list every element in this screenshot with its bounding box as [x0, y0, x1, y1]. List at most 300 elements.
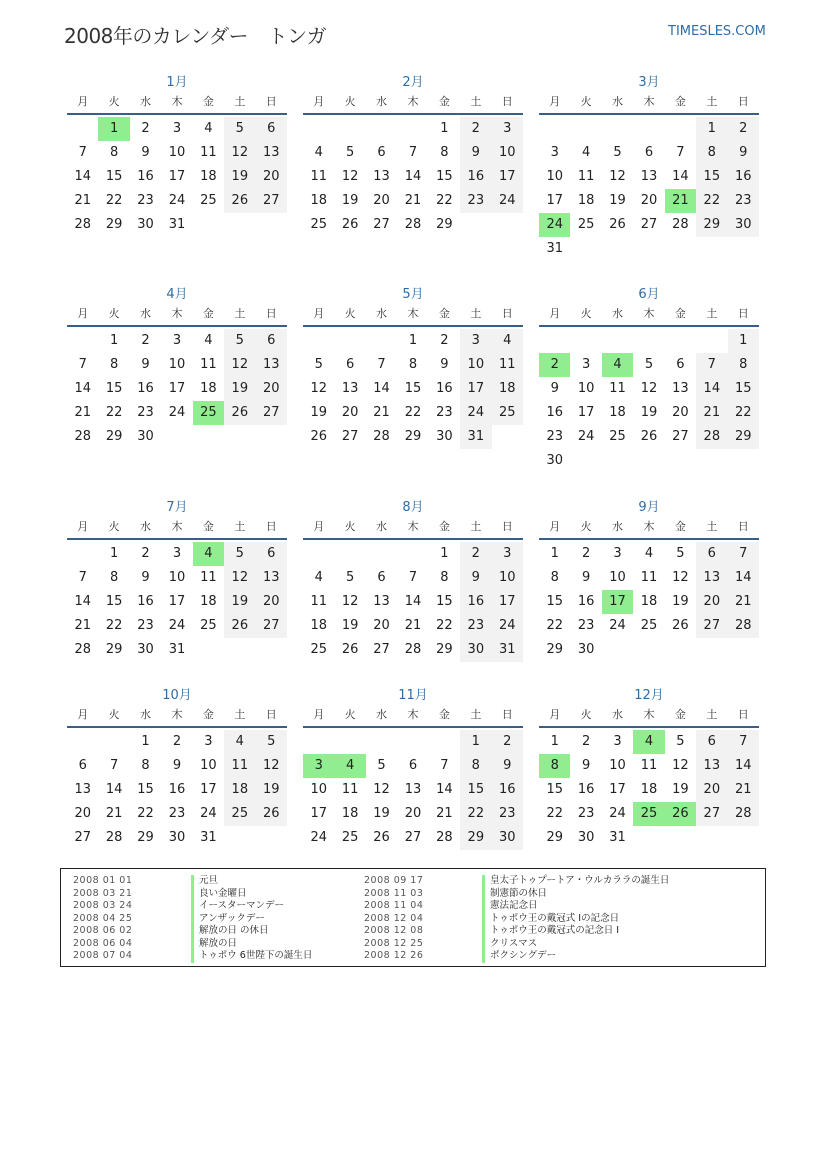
day-cell[interactable]: 10	[460, 353, 491, 377]
day-cell[interactable]: 2	[492, 730, 523, 754]
day-cell[interactable]: 25	[200, 193, 217, 208]
day-cell[interactable]: 8	[408, 357, 418, 372]
day-cell[interactable]: 13	[696, 754, 727, 778]
day-cell[interactable]: 3	[581, 357, 591, 372]
day-cell[interactable]: 30	[436, 429, 453, 444]
day-cell[interactable]: 22	[105, 405, 123, 420]
day-cell[interactable]: 20	[373, 618, 390, 633]
day-cell[interactable]: 29	[696, 213, 727, 237]
day-cell[interactable]: 23	[460, 614, 491, 638]
site-logo[interactable]: TIMESLES.COM	[668, 24, 766, 39]
day-cell[interactable]: 3	[492, 117, 523, 141]
day-cell[interactable]: 7	[728, 542, 759, 566]
day-cell[interactable]: 11	[224, 754, 255, 778]
day-cell[interactable]: 17	[310, 806, 327, 821]
day-cell[interactable]: 20	[341, 405, 359, 420]
holiday-day-cell[interactable]: 21	[665, 189, 696, 213]
day-cell[interactable]: 25	[310, 217, 327, 232]
day-cell[interactable]: 8	[109, 570, 119, 585]
day-cell[interactable]: 15	[436, 169, 453, 184]
day-cell[interactable]: 30	[728, 213, 759, 237]
day-cell[interactable]: 6	[256, 329, 287, 353]
day-cell[interactable]: 25	[224, 802, 255, 826]
day-cell[interactable]: 6	[377, 145, 386, 160]
day-cell[interactable]: 1	[550, 734, 559, 749]
day-cell[interactable]: 17	[168, 169, 186, 184]
day-cell[interactable]: 12	[373, 782, 390, 797]
day-cell[interactable]: 16	[728, 165, 759, 189]
day-cell[interactable]: 22	[436, 193, 453, 208]
day-cell[interactable]: 13	[74, 782, 91, 797]
day-cell[interactable]: 21	[105, 806, 123, 821]
day-cell[interactable]: 24	[168, 405, 186, 420]
day-cell[interactable]: 14	[728, 754, 759, 778]
day-cell[interactable]: 8	[550, 570, 559, 585]
holiday-day-cell[interactable]: 26	[665, 802, 696, 826]
day-cell[interactable]: 18	[341, 806, 359, 821]
day-cell[interactable]: 10	[546, 169, 563, 184]
day-cell[interactable]: 15	[137, 782, 154, 797]
day-cell[interactable]: 10	[310, 782, 327, 797]
day-cell[interactable]: 15	[105, 381, 123, 396]
day-cell[interactable]: 22	[546, 618, 563, 633]
day-cell[interactable]: 8	[460, 754, 491, 778]
day-cell[interactable]: 29	[105, 429, 123, 444]
day-cell[interactable]: 20	[696, 590, 727, 614]
day-cell[interactable]: 10	[200, 758, 217, 773]
day-cell[interactable]: 29	[460, 826, 491, 850]
day-cell[interactable]: 6	[256, 542, 287, 566]
day-cell[interactable]: 20	[256, 377, 287, 401]
day-cell[interactable]: 25	[310, 642, 327, 657]
day-cell[interactable]: 31	[168, 642, 186, 657]
day-cell[interactable]: 22	[105, 618, 123, 633]
day-cell[interactable]: 2	[460, 117, 491, 141]
day-cell[interactable]: 12	[672, 758, 689, 773]
day-cell[interactable]: 10	[577, 381, 595, 396]
day-cell[interactable]: 5	[224, 117, 255, 141]
day-cell[interactable]: 20	[373, 193, 390, 208]
day-cell[interactable]: 1	[460, 730, 491, 754]
day-cell[interactable]: 19	[609, 193, 626, 208]
day-cell[interactable]: 24	[492, 189, 523, 213]
day-cell[interactable]: 5	[224, 542, 255, 566]
day-cell[interactable]: 28	[74, 217, 91, 232]
day-cell[interactable]: 17	[168, 381, 186, 396]
day-cell[interactable]: 18	[492, 377, 523, 401]
day-cell[interactable]: 3	[460, 329, 491, 353]
day-cell[interactable]: 28	[373, 429, 390, 444]
day-cell[interactable]: 18	[640, 594, 658, 609]
day-cell[interactable]: 20	[696, 778, 727, 802]
day-cell[interactable]: 2	[728, 117, 759, 141]
day-cell[interactable]: 24	[168, 193, 186, 208]
day-cell[interactable]: 16	[492, 778, 523, 802]
day-cell[interactable]: 23	[137, 405, 154, 420]
day-cell[interactable]: 19	[310, 405, 327, 420]
day-cell[interactable]: 10	[609, 758, 626, 773]
day-cell[interactable]: 27	[256, 189, 287, 213]
day-cell[interactable]: 9	[460, 141, 491, 165]
day-cell[interactable]: 17	[577, 405, 595, 420]
day-cell[interactable]: 15	[728, 377, 759, 401]
day-cell[interactable]: 10	[168, 357, 186, 372]
day-cell[interactable]: 23	[728, 189, 759, 213]
day-cell[interactable]: 27	[256, 614, 287, 638]
day-cell[interactable]: 9	[728, 141, 759, 165]
day-cell[interactable]: 17	[460, 377, 491, 401]
day-cell[interactable]: 24	[168, 618, 186, 633]
day-cell[interactable]: 7	[728, 730, 759, 754]
day-cell[interactable]: 5	[676, 546, 685, 561]
day-cell[interactable]: 27	[696, 614, 727, 638]
day-cell[interactable]: 28	[436, 830, 453, 845]
day-cell[interactable]: 19	[672, 782, 689, 797]
day-cell[interactable]: 14	[74, 169, 91, 184]
day-cell[interactable]: 5	[613, 145, 622, 160]
day-cell[interactable]: 19	[224, 377, 255, 401]
day-cell[interactable]: 18	[310, 618, 327, 633]
day-cell[interactable]: 7	[440, 758, 449, 773]
day-cell[interactable]: 1	[408, 333, 418, 348]
day-cell[interactable]: 4	[314, 145, 323, 160]
day-cell[interactable]: 31	[168, 217, 186, 232]
day-cell[interactable]: 21	[696, 401, 727, 425]
day-cell[interactable]: 23	[492, 802, 523, 826]
day-cell[interactable]: 24	[460, 401, 491, 425]
holiday-day-cell[interactable]: 17	[602, 590, 633, 614]
day-cell[interactable]: 23	[436, 405, 453, 420]
day-cell[interactable]: 10	[492, 141, 523, 165]
day-cell[interactable]: 26	[224, 614, 255, 638]
day-cell[interactable]: 11	[492, 353, 523, 377]
day-cell[interactable]: 11	[200, 145, 217, 160]
day-cell[interactable]: 27	[256, 401, 287, 425]
day-cell[interactable]: 26	[373, 830, 390, 845]
day-cell[interactable]: 1	[141, 734, 150, 749]
day-cell[interactable]: 30	[137, 217, 154, 232]
day-cell[interactable]: 17	[609, 782, 626, 797]
day-cell[interactable]: 20	[672, 405, 689, 420]
day-cell[interactable]: 20	[256, 590, 287, 614]
day-cell[interactable]: 6	[676, 357, 685, 372]
day-cell[interactable]: 22	[546, 806, 563, 821]
day-cell[interactable]: 11	[577, 169, 595, 184]
day-cell[interactable]: 17	[200, 782, 217, 797]
day-cell[interactable]: 7	[78, 145, 87, 160]
day-cell[interactable]: 13	[256, 566, 287, 590]
day-cell[interactable]: 22	[696, 189, 727, 213]
day-cell[interactable]: 14	[105, 782, 123, 797]
day-cell[interactable]: 10	[168, 145, 186, 160]
day-cell[interactable]: 3	[172, 121, 182, 136]
day-cell[interactable]: 23	[577, 618, 595, 633]
day-cell[interactable]: 30	[137, 429, 154, 444]
day-cell[interactable]: 25	[577, 217, 595, 232]
day-cell[interactable]: 4	[644, 546, 654, 561]
day-cell[interactable]: 7	[78, 570, 87, 585]
day-cell[interactable]: 5	[644, 357, 654, 372]
day-cell[interactable]: 6	[78, 758, 87, 773]
day-cell[interactable]: 7	[408, 145, 418, 160]
day-cell[interactable]: 20	[256, 165, 287, 189]
day-cell[interactable]: 19	[640, 405, 658, 420]
day-cell[interactable]: 14	[74, 381, 91, 396]
day-cell[interactable]: 22	[105, 193, 123, 208]
day-cell[interactable]: 15	[546, 782, 563, 797]
day-cell[interactable]: 8	[440, 145, 449, 160]
holiday-day-cell[interactable]: 2	[539, 353, 570, 377]
day-cell[interactable]: 3	[204, 734, 213, 749]
day-cell[interactable]: 15	[436, 594, 453, 609]
day-cell[interactable]: 11	[640, 570, 658, 585]
day-cell[interactable]: 15	[404, 381, 422, 396]
day-cell[interactable]: 23	[168, 806, 186, 821]
day-cell[interactable]: 22	[436, 618, 453, 633]
day-cell[interactable]: 3	[172, 333, 182, 348]
day-cell[interactable]: 10	[168, 570, 186, 585]
day-cell[interactable]: 24	[577, 429, 595, 444]
holiday-day-cell[interactable]: 25	[633, 802, 664, 826]
day-cell[interactable]: 14	[696, 377, 727, 401]
day-cell[interactable]: 14	[436, 782, 453, 797]
day-cell[interactable]: 31	[492, 638, 523, 662]
day-cell[interactable]: 25	[341, 830, 359, 845]
day-cell[interactable]: 13	[256, 353, 287, 377]
day-cell[interactable]: 20	[640, 193, 658, 208]
holiday-day-cell[interactable]: 24	[539, 213, 570, 237]
day-cell[interactable]: 11	[200, 357, 217, 372]
day-cell[interactable]: 18	[200, 381, 217, 396]
day-cell[interactable]: 29	[436, 642, 453, 657]
day-cell[interactable]: 27	[404, 830, 422, 845]
day-cell[interactable]: 11	[640, 758, 658, 773]
day-cell[interactable]: 2	[581, 734, 591, 749]
day-cell[interactable]: 23	[137, 193, 154, 208]
holiday-day-cell[interactable]: 3	[303, 754, 334, 778]
day-cell[interactable]: 4	[204, 121, 213, 136]
day-cell[interactable]: 7	[109, 758, 119, 773]
day-cell[interactable]: 30	[577, 642, 595, 657]
day-cell[interactable]: 1	[440, 121, 449, 136]
day-cell[interactable]: 7	[78, 357, 87, 372]
day-cell[interactable]: 31	[609, 830, 626, 845]
day-cell[interactable]: 1	[550, 546, 559, 561]
day-cell[interactable]: 17	[492, 165, 523, 189]
day-cell[interactable]: 23	[460, 189, 491, 213]
day-cell[interactable]: 26	[224, 401, 255, 425]
day-cell[interactable]: 6	[256, 117, 287, 141]
day-cell[interactable]: 26	[310, 429, 327, 444]
day-cell[interactable]: 25	[640, 618, 658, 633]
day-cell[interactable]: 4	[314, 570, 323, 585]
day-cell[interactable]: 8	[109, 145, 119, 160]
day-cell[interactable]: 21	[74, 193, 91, 208]
day-cell[interactable]: 25	[609, 429, 626, 444]
day-cell[interactable]: 30	[168, 830, 186, 845]
day-cell[interactable]: 26	[341, 217, 359, 232]
holiday-day-cell[interactable]: 4	[633, 730, 664, 754]
day-cell[interactable]: 21	[728, 590, 759, 614]
day-cell[interactable]: 21	[728, 778, 759, 802]
day-cell[interactable]: 13	[404, 782, 422, 797]
day-cell[interactable]: 13	[373, 169, 390, 184]
day-cell[interactable]: 12	[224, 566, 255, 590]
day-cell[interactable]: 9	[492, 754, 523, 778]
day-cell[interactable]: 3	[613, 734, 622, 749]
day-cell[interactable]: 12	[256, 754, 287, 778]
day-cell[interactable]: 28	[74, 429, 91, 444]
day-cell[interactable]: 6	[408, 758, 418, 773]
day-cell[interactable]: 13	[696, 566, 727, 590]
day-cell[interactable]: 5	[345, 145, 355, 160]
day-cell[interactable]: 12	[224, 353, 255, 377]
day-cell[interactable]: 14	[373, 381, 390, 396]
holiday-day-cell[interactable]: 25	[193, 401, 224, 425]
day-cell[interactable]: 14	[74, 594, 91, 609]
day-cell[interactable]: 22	[728, 401, 759, 425]
day-cell[interactable]: 19	[224, 165, 255, 189]
day-cell[interactable]: 9	[581, 758, 591, 773]
day-cell[interactable]: 30	[492, 826, 523, 850]
day-cell[interactable]: 17	[168, 594, 186, 609]
day-cell[interactable]: 29	[728, 425, 759, 449]
day-cell[interactable]: 31	[200, 830, 217, 845]
day-cell[interactable]: 19	[672, 594, 689, 609]
day-cell[interactable]: 13	[373, 594, 390, 609]
day-cell[interactable]: 18	[310, 193, 327, 208]
holiday-day-cell[interactable]: 4	[193, 542, 224, 566]
day-cell[interactable]: 27	[373, 217, 390, 232]
day-cell[interactable]: 25	[492, 401, 523, 425]
day-cell[interactable]: 13	[640, 169, 658, 184]
day-cell[interactable]: 2	[141, 546, 150, 561]
day-cell[interactable]: 7	[377, 357, 386, 372]
day-cell[interactable]: 18	[200, 594, 217, 609]
day-cell[interactable]: 7	[408, 570, 418, 585]
day-cell[interactable]: 31	[546, 241, 563, 256]
day-cell[interactable]: 16	[137, 594, 154, 609]
day-cell[interactable]: 19	[373, 806, 390, 821]
day-cell[interactable]: 24	[492, 614, 523, 638]
day-cell[interactable]: 6	[696, 730, 727, 754]
day-cell[interactable]: 22	[404, 405, 422, 420]
day-cell[interactable]: 8	[109, 357, 119, 372]
day-cell[interactable]: 15	[105, 169, 123, 184]
day-cell[interactable]: 19	[341, 618, 359, 633]
day-cell[interactable]: 22	[460, 802, 491, 826]
day-cell[interactable]: 3	[492, 542, 523, 566]
day-cell[interactable]: 8	[728, 353, 759, 377]
day-cell[interactable]: 25	[200, 618, 217, 633]
day-cell[interactable]: 14	[404, 594, 422, 609]
day-cell[interactable]: 10	[492, 566, 523, 590]
day-cell[interactable]: 12	[640, 381, 658, 396]
holiday-day-cell[interactable]: 8	[539, 754, 570, 778]
day-cell[interactable]: 28	[728, 614, 759, 638]
day-cell[interactable]: 4	[492, 329, 523, 353]
day-cell[interactable]: 8	[440, 570, 449, 585]
day-cell[interactable]: 16	[436, 381, 453, 396]
day-cell[interactable]: 29	[546, 830, 563, 845]
day-cell[interactable]: 5	[377, 758, 386, 773]
day-cell[interactable]: 28	[672, 217, 689, 232]
day-cell[interactable]: 8	[696, 141, 727, 165]
day-cell[interactable]: 23	[577, 806, 595, 821]
day-cell[interactable]: 12	[224, 141, 255, 165]
day-cell[interactable]: 12	[609, 169, 626, 184]
day-cell[interactable]: 16	[546, 405, 563, 420]
day-cell[interactable]: 2	[141, 333, 150, 348]
day-cell[interactable]: 11	[341, 782, 359, 797]
day-cell[interactable]: 28	[696, 425, 727, 449]
day-cell[interactable]: 9	[581, 570, 591, 585]
day-cell[interactable]: 20	[74, 806, 91, 821]
day-cell[interactable]: 16	[460, 165, 491, 189]
day-cell[interactable]: 4	[224, 730, 255, 754]
day-cell[interactable]: 12	[672, 570, 689, 585]
day-cell[interactable]: 6	[377, 570, 386, 585]
day-cell[interactable]: 15	[546, 594, 563, 609]
day-cell[interactable]: 7	[676, 145, 685, 160]
day-cell[interactable]: 21	[404, 618, 422, 633]
day-cell[interactable]: 10	[609, 570, 626, 585]
day-cell[interactable]: 6	[696, 542, 727, 566]
day-cell[interactable]: 2	[460, 542, 491, 566]
day-cell[interactable]: 2	[172, 734, 182, 749]
day-cell[interactable]: 22	[137, 806, 154, 821]
day-cell[interactable]: 15	[105, 594, 123, 609]
day-cell[interactable]: 9	[172, 758, 182, 773]
day-cell[interactable]: 7	[696, 353, 727, 377]
day-cell[interactable]: 9	[141, 145, 150, 160]
day-cell[interactable]: 16	[137, 169, 154, 184]
day-cell[interactable]: 11	[310, 594, 327, 609]
day-cell[interactable]: 14	[404, 169, 422, 184]
day-cell[interactable]: 29	[105, 217, 123, 232]
day-cell[interactable]: 13	[341, 381, 359, 396]
day-cell[interactable]: 18	[577, 193, 595, 208]
day-cell[interactable]: 6	[644, 145, 654, 160]
day-cell[interactable]: 5	[676, 734, 685, 749]
day-cell[interactable]: 13	[256, 141, 287, 165]
day-cell[interactable]: 18	[609, 405, 626, 420]
day-cell[interactable]: 19	[256, 778, 287, 802]
day-cell[interactable]: 9	[440, 357, 449, 372]
day-cell[interactable]: 23	[546, 429, 563, 444]
day-cell[interactable]: 6	[345, 357, 355, 372]
day-cell[interactable]: 2	[581, 546, 591, 561]
day-cell[interactable]: 1	[696, 117, 727, 141]
day-cell[interactable]: 30	[577, 830, 595, 845]
day-cell[interactable]: 30	[546, 453, 563, 468]
day-cell[interactable]: 4	[581, 145, 591, 160]
holiday-day-cell[interactable]: 4	[602, 353, 633, 377]
day-cell[interactable]: 16	[577, 782, 595, 797]
day-cell[interactable]: 18	[640, 782, 658, 797]
day-cell[interactable]: 9	[460, 566, 491, 590]
day-cell[interactable]: 29	[404, 429, 422, 444]
day-cell[interactable]: 11	[609, 381, 626, 396]
day-cell[interactable]: 28	[404, 217, 422, 232]
day-cell[interactable]: 5	[256, 730, 287, 754]
day-cell[interactable]: 12	[341, 169, 359, 184]
day-cell[interactable]: 21	[436, 806, 453, 821]
day-cell[interactable]: 21	[74, 405, 91, 420]
day-cell[interactable]: 1	[109, 546, 119, 561]
day-cell[interactable]: 12	[310, 381, 327, 396]
day-cell[interactable]: 27	[373, 642, 390, 657]
